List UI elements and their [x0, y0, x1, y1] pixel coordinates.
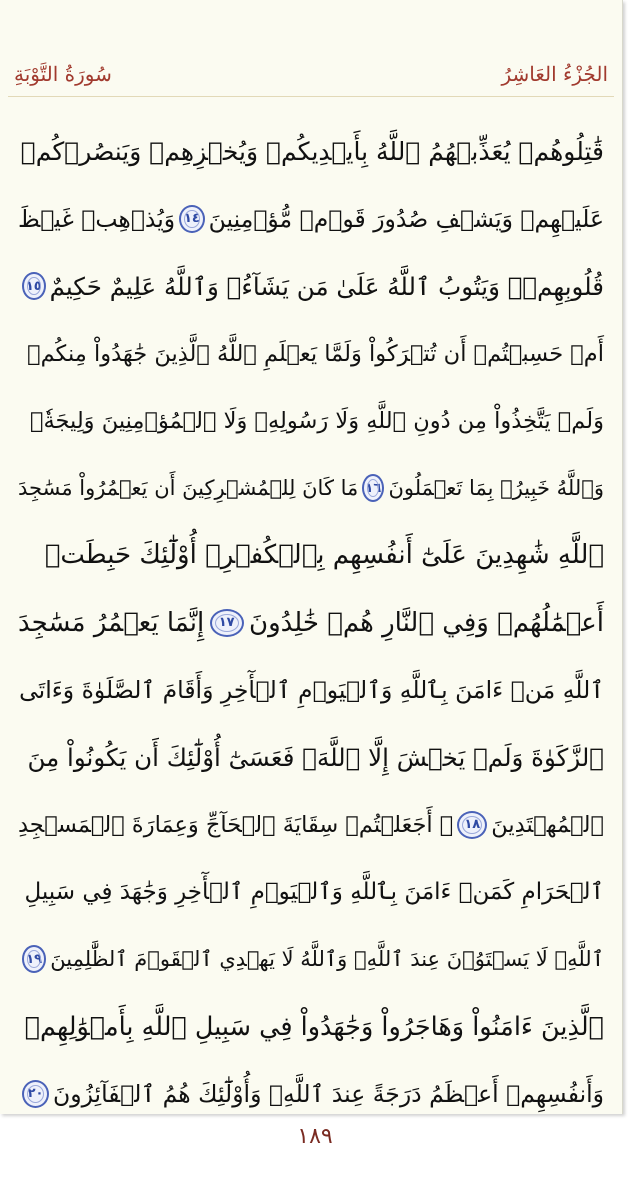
- text-line-13: [18, 926, 604, 993]
- page-header: [14, 62, 608, 92]
- text-line-12: [18, 858, 604, 925]
- ayah-number-marker: ١٨: [457, 811, 487, 839]
- text-line-4: [18, 320, 604, 387]
- line-text: ٱلۡمُهۡتَدِينَ: [491, 811, 604, 838]
- line-text: إِنَّمَا يَعۡمُرُ مَسَٰجِدَ: [18, 607, 205, 638]
- juz-title: الجُزْءُ العَاشِرُ: [501, 62, 608, 86]
- ayah-number-marker: ١٧: [210, 609, 244, 637]
- line-text: ٱلَّذِينَ ءَامَنُواْ وَهَاجَرُواْ وَجَٰهَدُواْ فِي سَبِيلِ ٱللَّهِ بِأَمۡوَٰلِهِمۡ: [24, 1011, 604, 1042]
- line-text: مَا كَانَ لِلۡمُشۡرِكِينَ أَن يَعۡمُرُواْ مَسَٰجِدَ: [18, 476, 359, 501]
- line-text: عَلَيۡهِمۡ وَيَشۡفِ صُدُورَ قَوۡمٖ مُّؤۡمِنِينَ: [208, 204, 604, 233]
- line-text: قَٰتِلُوهُمۡ يُعَذِّبۡهُمُ ٱللَّهُ بِأَيۡدِيكُمۡ وَيُخۡزِهِمۡ وَيَنصُرۡكُمۡ: [20, 137, 604, 167]
- line-text: ٱللَّهِ شَٰهِدِينَ عَلَىٰٓ أَنفُسِهِم بِٱلۡكُفۡرِۚ أُوْلَٰٓئِكَ حَبِطَتۡ: [44, 540, 604, 571]
- text-line-15: [18, 1060, 604, 1127]
- text-line-9: [18, 656, 604, 723]
- quran-text: [18, 118, 604, 1127]
- text-line-5: [18, 387, 604, 454]
- text-line-7: [18, 522, 604, 589]
- text-line-10: [18, 724, 604, 791]
- text-line-6: [18, 454, 604, 521]
- line-text: ٱللَّهِۚ لَا يَسۡتَوُۥنَ عِندَ ٱللَّهِۗ وَٱللَّهُ لَا يَهۡدِي ٱلۡقَوۡمَ ٱلظَّٰلِمِينَ: [50, 947, 604, 972]
- line-text: قُلُوبِهِمۡۗ وَيَتُوبُ ٱللَّهُ عَلَىٰ مَن يَشَآءُۗ وَٱللَّهُ عَلِيمٌ حَكِيمٌ: [49, 271, 604, 301]
- line-text: وَأَنفُسِهِمۡ أَعۡظَمُ دَرَجَةً عِندَ ٱللَّهِۚ وَأُوْلَٰٓئِكَ هُمُ ٱلۡفَآئِزُونَ: [52, 1079, 604, 1108]
- ayah-number-marker: ١٥: [22, 272, 46, 300]
- line-text: ٱللَّهِ مَنۡ ءَامَنَ بِٱللَّهِ وَٱلۡيَوۡمِ ٱلۡأٓخِرِ وَأَقَامَ ٱلصَّلَوٰةَ وَءَاتَى: [19, 676, 604, 705]
- line-text: وَٱللَّهُ خَبِيرُۢ بِمَا تَعۡمَلُونَ: [388, 476, 604, 501]
- line-text: ٱلۡحَرَامِ كَمَنۡ ءَامَنَ بِٱللَّهِ وَٱلۡيَوۡمِ ٱلۡأٓخِرِ وَجَٰهَدَ فِي سَبِيلِ: [24, 878, 604, 905]
- text-line-14: [18, 993, 604, 1060]
- header-divider: [8, 96, 614, 97]
- text-line-2: [18, 185, 604, 252]
- ayah-number-marker: ١٤: [179, 205, 205, 233]
- line-text: وَلَمۡ يَتَّخِذُواْ مِن دُونِ ٱللَّهِ وَلَا رَسُولِهِۦ وَلَا ٱلۡمُؤۡمِنِينَ وَلِيجَةٗۚ: [29, 407, 604, 434]
- text-line-3: [18, 253, 604, 320]
- surah-title: سُورَةُ التَّوْبَةِ: [14, 62, 112, 86]
- ayah-number-marker: ١٦: [362, 474, 384, 502]
- page-number: ١٨٩: [297, 1124, 333, 1149]
- text-line-11: [18, 791, 604, 858]
- line-text: ٱلزَّكَوٰةَ وَلَمۡ يَخۡشَ إِلَّا ٱللَّهَۖ فَعَسَىٰٓ أُوْلَٰٓئِكَ أَن يَكُونُواْ مِنَ: [27, 742, 604, 772]
- text-line-8: [18, 589, 604, 656]
- line-text: ۞ أَجَعَلۡتُمۡ سِقَايَةَ ٱلۡحَآجِّ وَعِمَارَةَ ٱلۡمَسۡجِدِ: [18, 811, 454, 838]
- line-text: أَمۡ حَسِبۡتُمۡ أَن تُتۡرَكُواْ وَلَمَّا يَعۡلَمِ ٱللَّهُ ٱلَّذِينَ جَٰهَدُواْ مِنكُمۡ: [27, 340, 604, 367]
- ayah-number-marker: ٢٠: [22, 1080, 49, 1108]
- ayah-number-marker: ١٩: [22, 945, 46, 973]
- text-line-1: [18, 118, 604, 185]
- line-text: وَيُذۡهِبۡ غَيۡظَ: [18, 204, 176, 233]
- line-text: أَعۡمَٰلُهُمۡ وَفِي ٱلنَّارِ هُمۡ خَٰلِدُونَ: [248, 607, 604, 638]
